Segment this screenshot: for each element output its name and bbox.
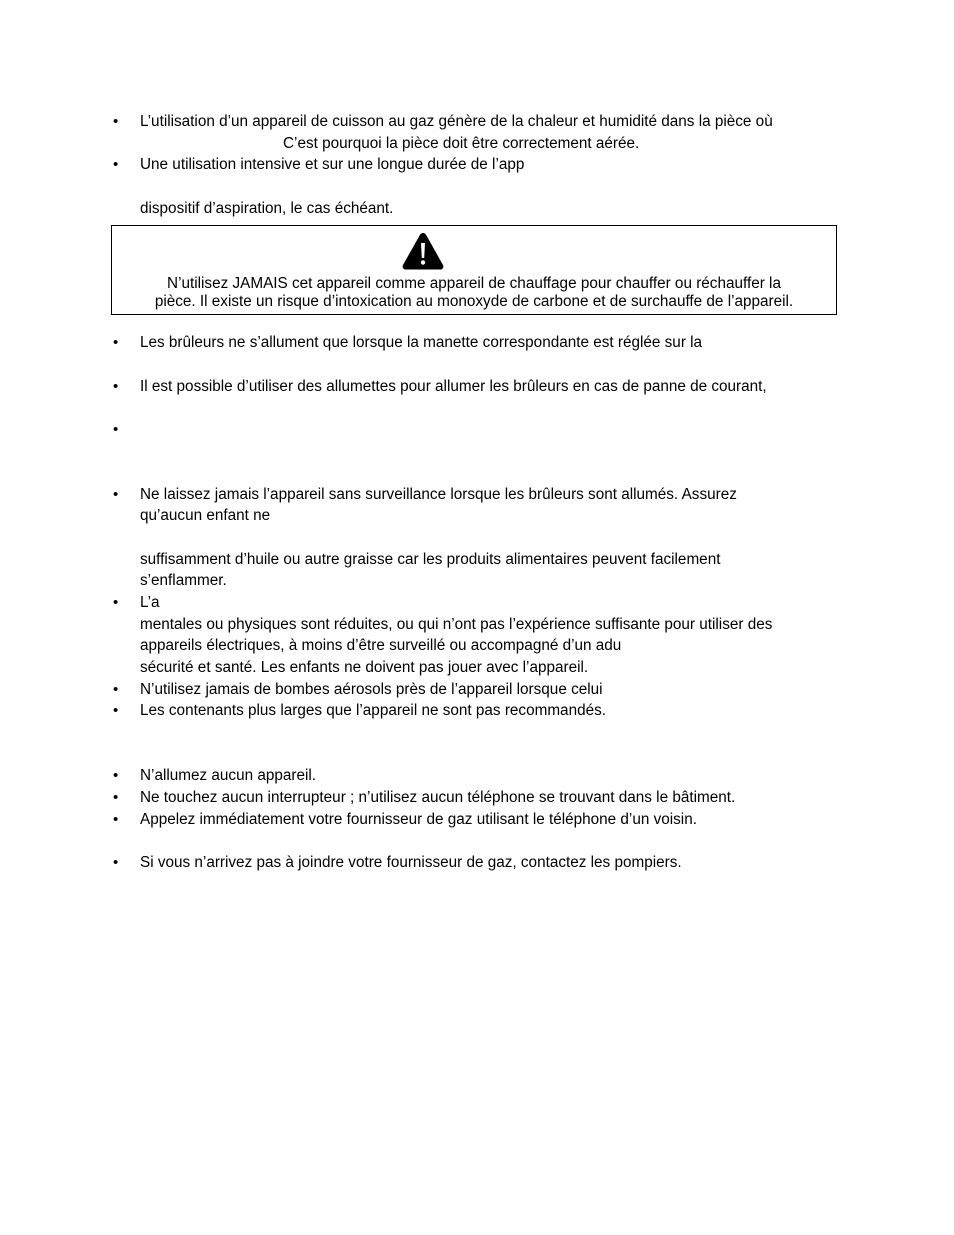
bullet-marker: • [113, 789, 119, 806]
bullet-marker: • [113, 594, 119, 611]
bullet-marker: • [113, 702, 119, 719]
paragraph-line: dispositif d’aspiration, le cas échéant. [140, 200, 394, 217]
bullet-marker: • [113, 378, 119, 395]
paragraph-line: appareils électriques, à moins d’être surveillé ou accompagné d’un adu [140, 637, 622, 654]
bullet-marker: • [113, 421, 119, 438]
bullet-marker: • [113, 767, 119, 784]
paragraph-line: Une utilisation intensive et sur une longue durée de l’app [140, 156, 525, 173]
paragraph-line: Ne touchez aucun interrupteur ; n’utilisez aucun téléphone se trouvant dans le bâtiment. [140, 789, 736, 806]
paragraph-line: C’est pourquoi la pièce doit être correctement aérée. [283, 135, 640, 152]
warning-box [111, 225, 837, 315]
warning-text-line: N’utilisez JAMAIS cet appareil comme appareil de chauffage pour chauffer ou réchauffer la [167, 275, 781, 292]
paragraph-line: sécurité et santé. Les enfants ne doivent pas jouer avec l’appareil. [140, 659, 589, 676]
paragraph-line: L’a [140, 594, 160, 611]
bullet-marker: • [113, 854, 119, 871]
warning-text-line: pièce. Il existe un risque d’intoxication au monoxyde de carbone et de surchauffe de l’appareil. [154, 293, 794, 310]
paragraph-line: L’utilisation d’un appareil de cuisson au gaz génère de la chaleur et humidité dans la pièce où [140, 113, 773, 130]
warning-triangle-icon [401, 231, 445, 271]
paragraph-line: s’enflammer. [140, 572, 227, 589]
paragraph-line: Ne laissez jamais l’appareil sans surveillance lorsque les brûleurs sont allumés. Assurez [140, 486, 737, 503]
paragraph-line: mentales ou physiques sont réduites, ou qui n’ont pas l’expérience suffisante pour utiliser des [140, 616, 773, 633]
bullet-marker: • [113, 156, 119, 173]
paragraph-line: Appelez immédiatement votre fournisseur de gaz utilisant le téléphone d’un voisin. [140, 811, 697, 828]
paragraph-line: Il est possible d’utiliser des allumettes pour allumer les brûleurs en cas de panne de courant, [140, 378, 767, 395]
bullet-marker: • [113, 811, 119, 828]
paragraph-line: N’utilisez jamais de bombes aérosols près de l’appareil lorsque celui [140, 681, 603, 698]
paragraph-line: Les contenants plus larges que l’appareil ne sont pas recommandés. [140, 702, 606, 719]
paragraph-line: suffisamment d’huile ou autre graisse car les produits alimentaires peuvent facilement [140, 551, 721, 568]
bullet-marker: • [113, 486, 119, 503]
paragraph-line: N’allumez aucun appareil. [140, 767, 317, 784]
bullet-marker: • [113, 334, 119, 351]
paragraph-line: Les brûleurs ne s’allument que lorsque la manette correspondante est réglée sur la [140, 334, 703, 351]
bullet-marker: • [113, 681, 119, 698]
bullet-marker: • [113, 113, 119, 130]
paragraph-line: Si vous n’arrivez pas à joindre votre fournisseur de gaz, contactez les pompiers. [140, 854, 682, 871]
paragraph-line: qu’aucun enfant ne [140, 507, 271, 524]
